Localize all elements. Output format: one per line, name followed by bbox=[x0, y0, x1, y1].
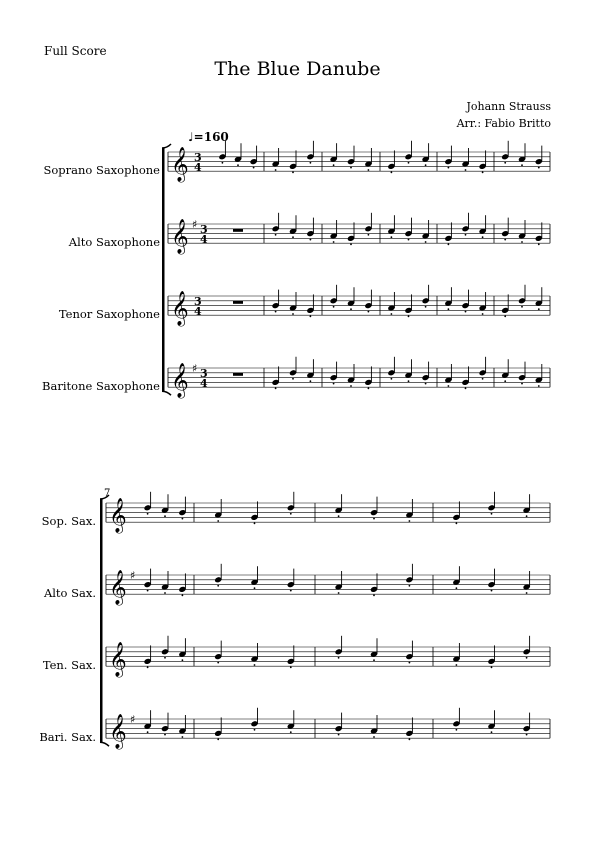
quarter-note-icon: ♩ bbox=[188, 130, 194, 144]
bracket-top bbox=[100, 495, 109, 499]
staccato-dot bbox=[409, 520, 411, 522]
time-signature-bottom: 4 bbox=[200, 233, 208, 246]
staccato-dot bbox=[408, 162, 410, 164]
staccato-dot bbox=[275, 311, 277, 313]
time-signature-bottom: 4 bbox=[194, 161, 202, 174]
treble-clef-icon: 𝄞 bbox=[109, 642, 127, 678]
staccato-dot bbox=[526, 592, 528, 594]
staccato-dot bbox=[237, 164, 239, 166]
tempo-value: =160 bbox=[193, 130, 229, 144]
staccato-dot bbox=[409, 739, 411, 741]
staccato-dot bbox=[504, 380, 506, 382]
instrument-abbrev-alto: Alto Sax. bbox=[43, 586, 96, 600]
staccato-dot bbox=[290, 731, 292, 733]
staccato-dot bbox=[254, 523, 256, 525]
staccato-dot bbox=[448, 244, 450, 246]
instrument-name-soprano: Soprano Saxophone bbox=[43, 163, 160, 177]
staccato-dot bbox=[448, 308, 450, 310]
staccato-dot bbox=[368, 234, 370, 236]
staccato-dot bbox=[482, 378, 484, 380]
bracket-bottom bbox=[100, 742, 109, 746]
staccato-dot bbox=[538, 167, 540, 169]
staccato-dot bbox=[164, 734, 166, 736]
whole-rest bbox=[233, 373, 243, 376]
sharp-icon: ♯ bbox=[192, 218, 198, 231]
staccato-dot bbox=[448, 385, 450, 387]
score-label: Full Score bbox=[44, 44, 107, 58]
staccato-dot bbox=[350, 385, 352, 387]
staccato-dot bbox=[391, 378, 393, 380]
whole-rest bbox=[233, 229, 243, 232]
staccato-dot bbox=[521, 383, 523, 385]
staccato-dot bbox=[164, 657, 166, 659]
staccato-dot bbox=[350, 244, 352, 246]
sharp-icon: ♯ bbox=[192, 362, 198, 375]
staccato-dot bbox=[310, 162, 312, 164]
staccato-dot bbox=[491, 731, 493, 733]
composer: Johann Strauss bbox=[466, 100, 551, 113]
instrument-name-alto: Alto Saxophone bbox=[68, 235, 160, 249]
instrument-abbrev-tenor: Ten. Sax. bbox=[42, 658, 96, 672]
staccato-dot bbox=[182, 736, 184, 738]
staccato-dot bbox=[538, 385, 540, 387]
arranger: Arr.: Fabio Britto bbox=[456, 117, 551, 130]
staccato-dot bbox=[147, 513, 149, 515]
staccato-dot bbox=[521, 164, 523, 166]
treble-clef-icon: 𝄞 bbox=[171, 219, 189, 255]
staccato-dot bbox=[292, 378, 294, 380]
staccato-dot bbox=[491, 513, 493, 515]
staccato-dot bbox=[217, 739, 219, 741]
time-signature-top: 3 bbox=[200, 367, 208, 380]
time-signature-bottom: 4 bbox=[200, 377, 208, 390]
treble-clef-icon: 𝄞 bbox=[109, 498, 127, 534]
staccato-dot bbox=[182, 518, 184, 520]
staccato-dot bbox=[425, 241, 427, 243]
staccato-dot bbox=[538, 308, 540, 310]
staccato-dot bbox=[253, 167, 255, 169]
staccato-dot bbox=[482, 313, 484, 315]
treble-clef-icon: 𝄞 bbox=[171, 147, 189, 183]
instrument-name-baritone: Baritone Saxophone bbox=[42, 379, 160, 393]
treble-clef-icon: 𝄞 bbox=[109, 714, 127, 750]
staccato-dot bbox=[504, 162, 506, 164]
staccato-dot bbox=[217, 585, 219, 587]
staccato-dot bbox=[368, 388, 370, 390]
system-bracket bbox=[100, 499, 103, 742]
staccato-dot bbox=[373, 595, 375, 597]
staccato-dot bbox=[254, 664, 256, 666]
instrument-abbrev-soprano: Sop. Sax. bbox=[41, 514, 96, 528]
staccato-dot bbox=[164, 515, 166, 517]
whole-rest bbox=[233, 301, 243, 304]
staccato-dot bbox=[521, 306, 523, 308]
staccato-dot bbox=[350, 167, 352, 169]
staccato-dot bbox=[292, 313, 294, 315]
staccato-dot bbox=[222, 162, 224, 164]
staccato-dot bbox=[310, 316, 312, 318]
staccato-dot bbox=[290, 667, 292, 669]
bracket-top bbox=[162, 144, 171, 148]
staccato-dot bbox=[275, 169, 277, 171]
staccato-dot bbox=[465, 234, 467, 236]
sharp-icon: ♯ bbox=[130, 713, 136, 726]
staccato-dot bbox=[292, 236, 294, 238]
treble-clef-icon: 𝄞 bbox=[171, 291, 189, 327]
staccato-dot bbox=[504, 316, 506, 318]
staccato-dot bbox=[147, 731, 149, 733]
staccato-dot bbox=[290, 590, 292, 592]
staccato-dot bbox=[147, 590, 149, 592]
staccato-dot bbox=[408, 316, 410, 318]
staccato-dot bbox=[391, 172, 393, 174]
bracket-bottom bbox=[162, 391, 171, 395]
staccato-dot bbox=[350, 308, 352, 310]
staccato-dot bbox=[526, 657, 528, 659]
treble-clef-icon: 𝄞 bbox=[109, 570, 127, 606]
staccato-dot bbox=[491, 590, 493, 592]
staccato-dot bbox=[409, 585, 411, 587]
instrument-abbrev-baritone: Bari. Sax. bbox=[39, 730, 96, 744]
staccato-dot bbox=[338, 657, 340, 659]
sharp-icon: ♯ bbox=[130, 569, 136, 582]
staccato-dot bbox=[310, 239, 312, 241]
staccato-dot bbox=[217, 662, 219, 664]
piece-title: The Blue Danube bbox=[214, 58, 381, 80]
staccato-dot bbox=[254, 587, 256, 589]
staccato-dot bbox=[448, 167, 450, 169]
staccato-dot bbox=[456, 664, 458, 666]
staccato-dot bbox=[182, 595, 184, 597]
staccato-dot bbox=[338, 515, 340, 517]
staccato-dot bbox=[275, 388, 277, 390]
staccato-dot bbox=[456, 587, 458, 589]
instrument-name-tenor: Tenor Saxophone bbox=[58, 307, 160, 321]
staccato-dot bbox=[465, 169, 467, 171]
measure-number: 7 bbox=[104, 488, 111, 499]
staccato-dot bbox=[482, 172, 484, 174]
staccato-dot bbox=[465, 311, 467, 313]
system-bracket bbox=[162, 148, 165, 391]
staccato-dot bbox=[408, 380, 410, 382]
staccato-dot bbox=[333, 164, 335, 166]
staccato-dot bbox=[373, 659, 375, 661]
staccato-dot bbox=[526, 515, 528, 517]
staccato-dot bbox=[482, 236, 484, 238]
staccato-dot bbox=[290, 513, 292, 515]
staccato-dot bbox=[521, 241, 523, 243]
staccato-dot bbox=[425, 383, 427, 385]
staccato-dot bbox=[182, 659, 184, 661]
staccato-dot bbox=[456, 729, 458, 731]
staccato-dot bbox=[254, 729, 256, 731]
staccato-dot bbox=[338, 734, 340, 736]
staccato-dot bbox=[504, 239, 506, 241]
staccato-dot bbox=[368, 311, 370, 313]
staccato-dot bbox=[373, 736, 375, 738]
staccato-dot bbox=[538, 244, 540, 246]
staccato-dot bbox=[333, 306, 335, 308]
time-signature-top: 3 bbox=[200, 223, 208, 236]
staccato-dot bbox=[333, 383, 335, 385]
staccato-dot bbox=[465, 388, 467, 390]
staccato-dot bbox=[373, 518, 375, 520]
staccato-dot bbox=[526, 734, 528, 736]
treble-clef-icon: 𝄞 bbox=[171, 363, 189, 399]
time-signature-top: 3 bbox=[194, 151, 202, 164]
staccato-dot bbox=[408, 239, 410, 241]
staccato-dot bbox=[409, 662, 411, 664]
time-signature-top: 3 bbox=[194, 295, 202, 308]
staccato-dot bbox=[368, 169, 370, 171]
staccato-dot bbox=[425, 306, 427, 308]
staccato-dot bbox=[292, 172, 294, 174]
staccato-dot bbox=[391, 236, 393, 238]
staccato-dot bbox=[217, 520, 219, 522]
staccato-dot bbox=[147, 667, 149, 669]
time-signature-bottom: 4 bbox=[194, 305, 202, 318]
staccato-dot bbox=[425, 164, 427, 166]
staccato-dot bbox=[310, 380, 312, 382]
staccato-dot bbox=[338, 592, 340, 594]
staccato-dot bbox=[164, 592, 166, 594]
staccato-dot bbox=[391, 313, 393, 315]
staccato-dot bbox=[456, 523, 458, 525]
staccato-dot bbox=[275, 234, 277, 236]
staccato-dot bbox=[491, 667, 493, 669]
staccato-dot bbox=[333, 241, 335, 243]
